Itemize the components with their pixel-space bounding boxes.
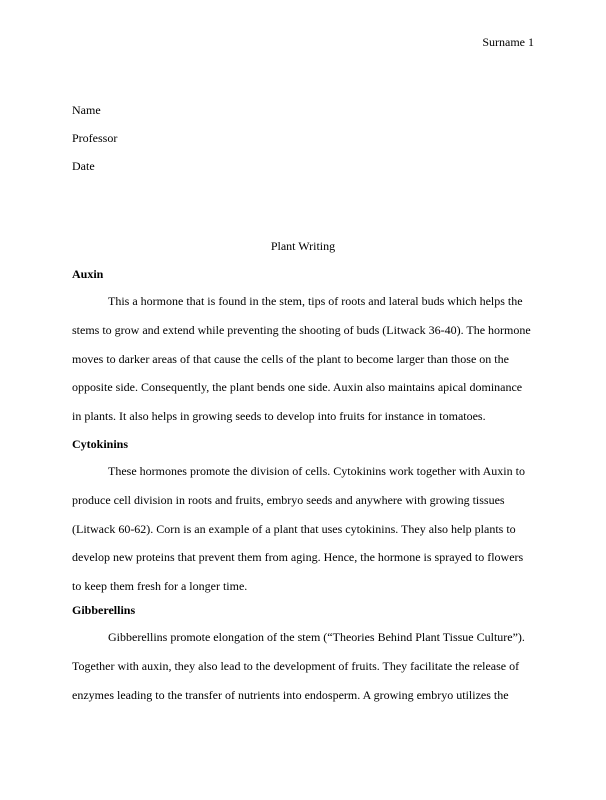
section-cytokinins — [72, 434, 534, 601]
section-heading: Auxin — [72, 267, 104, 281]
section-paragraph: These hormones promote the division of cells. Cytokinins work together with Auxin to produce cell division in roots and fruits, embryo seeds and anywhere with growing tissues (Litwack 60-62). Corn is an example of a plant that uses cytokinins. They also help plants to develop new proteins that prevent them from aging. Hence, the hormone is sprayed to flowers to keep them fresh for a longer time. — [72, 464, 525, 594]
running-head: Surname 1 — [482, 35, 534, 49]
author-block — [72, 96, 532, 180]
section-paragraph: Gibberellins promote elongation of the stem (“Theories Behind Plant Tissue Culture”). Together with auxin, they also lead to the development of fruits. They facilitate the release of enzymes leading to the transfer of nutrients into endosperm. A growing embryo utilizes the — [72, 630, 525, 702]
paper-title: Plant Writing — [270, 239, 336, 253]
section-heading: Gibberellins — [72, 603, 136, 617]
date-line: Date — [72, 159, 95, 173]
section-auxin — [72, 264, 534, 431]
section-heading: Cytokinins — [72, 437, 129, 451]
section-gibberellins — [72, 600, 534, 709]
professor-name: Professor — [72, 131, 118, 145]
author-name: Name — [72, 103, 101, 117]
section-paragraph: This a hormone that is found in the stem, tips of roots and lateral buds which helps the stems to grow and extend while preventing the shooting of buds (Litwack 36-40). The hormone moves to darker areas of that cause the cells of the plant to become larger than those on the opposite side. Consequently, the plant bends one side. Auxin also maintains apical dominance in plants. It also helps in growing seeds to develop into fruits for instance in tomatoes. — [72, 294, 531, 424]
